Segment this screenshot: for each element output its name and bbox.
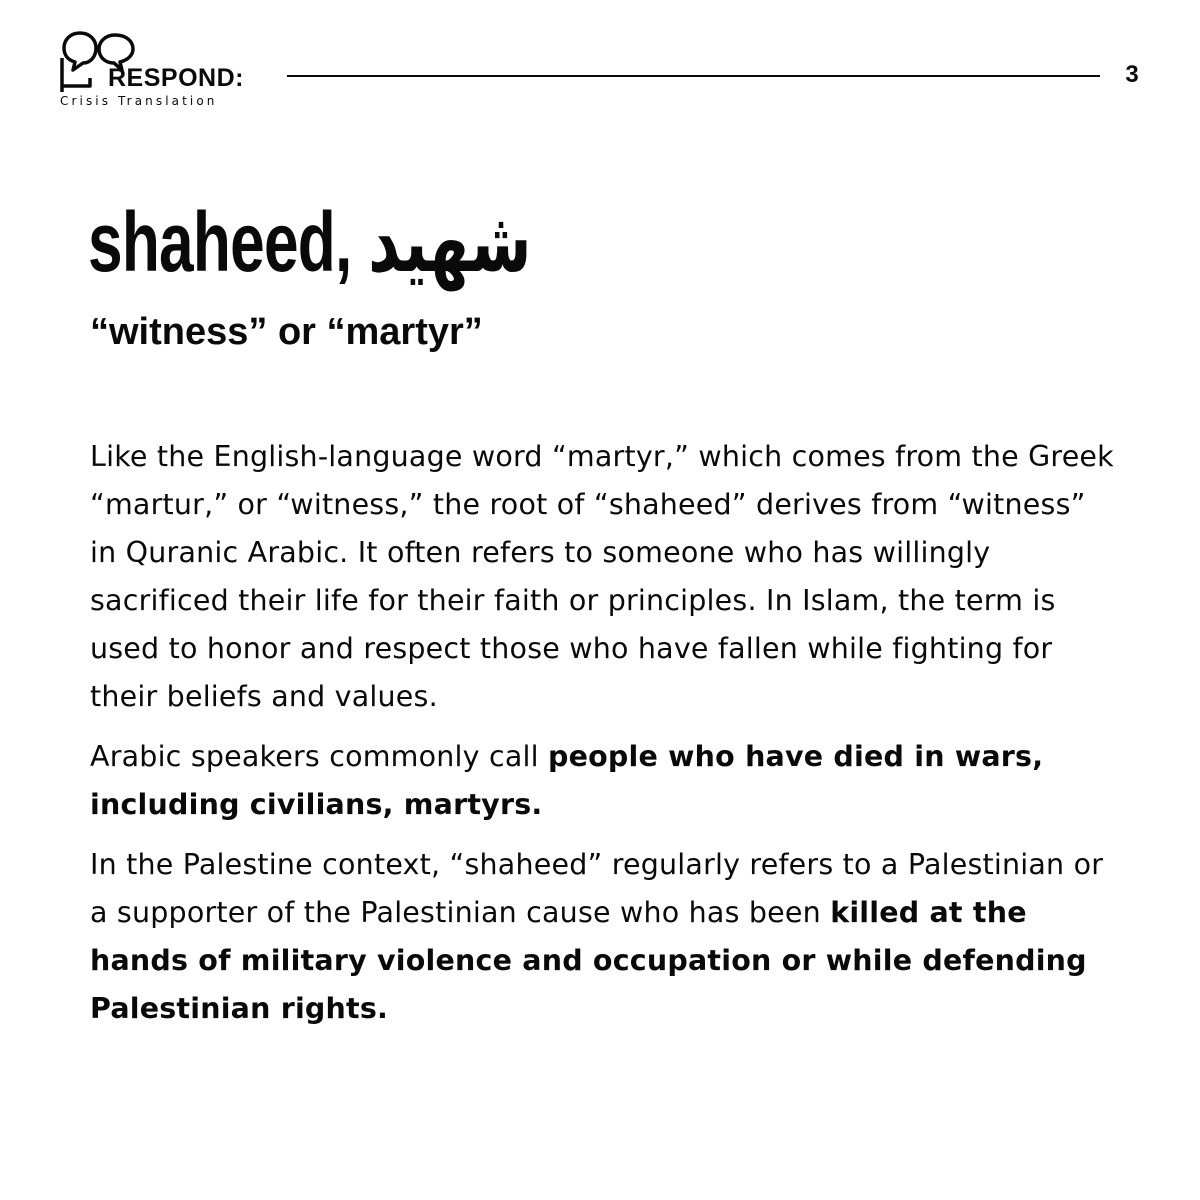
paragraph-emphasis: people who have died in wars, including civilians, martyrs. (90, 740, 1044, 821)
definition-paragraph-etymology (90, 433, 1120, 721)
paragraph-text: In the Palestine context, “shaheed” regularly refers to a Palestinian or a supporter of the Palestinian cause who has been (90, 848, 1104, 929)
term-translation: “witness” or “martyr” (90, 311, 483, 353)
respond-logo (58, 28, 258, 112)
paragraph-text: Like the English-language word “martyr,” which comes from the Greek “martur,” or “witness,” the root of “shaheed” derives from “witness” in Quranic Arabic. It often refers to someone who has willingly sacrificed their life for their faith or principles. In Islam, the term is used to honor and respect those who have fallen while fighting for their beliefs and values. (90, 440, 1114, 713)
glossary-term: shaheed, شهيد (88, 195, 532, 289)
page-number: 3 (1125, 61, 1139, 88)
definition-body (90, 433, 1120, 1045)
header-divider (287, 75, 1100, 77)
paragraph-text: Arabic speakers commonly call (90, 740, 549, 773)
definition-paragraph-usage (90, 733, 1120, 829)
definition-paragraph-palestine (90, 841, 1120, 1033)
brand-tagline: Crisis Translation (60, 94, 218, 108)
brand-name: RESPOND: (108, 64, 244, 92)
paragraph-emphasis: killed at the hands of military violence and occupation or while defending Palestinian rights. (90, 896, 1087, 1025)
